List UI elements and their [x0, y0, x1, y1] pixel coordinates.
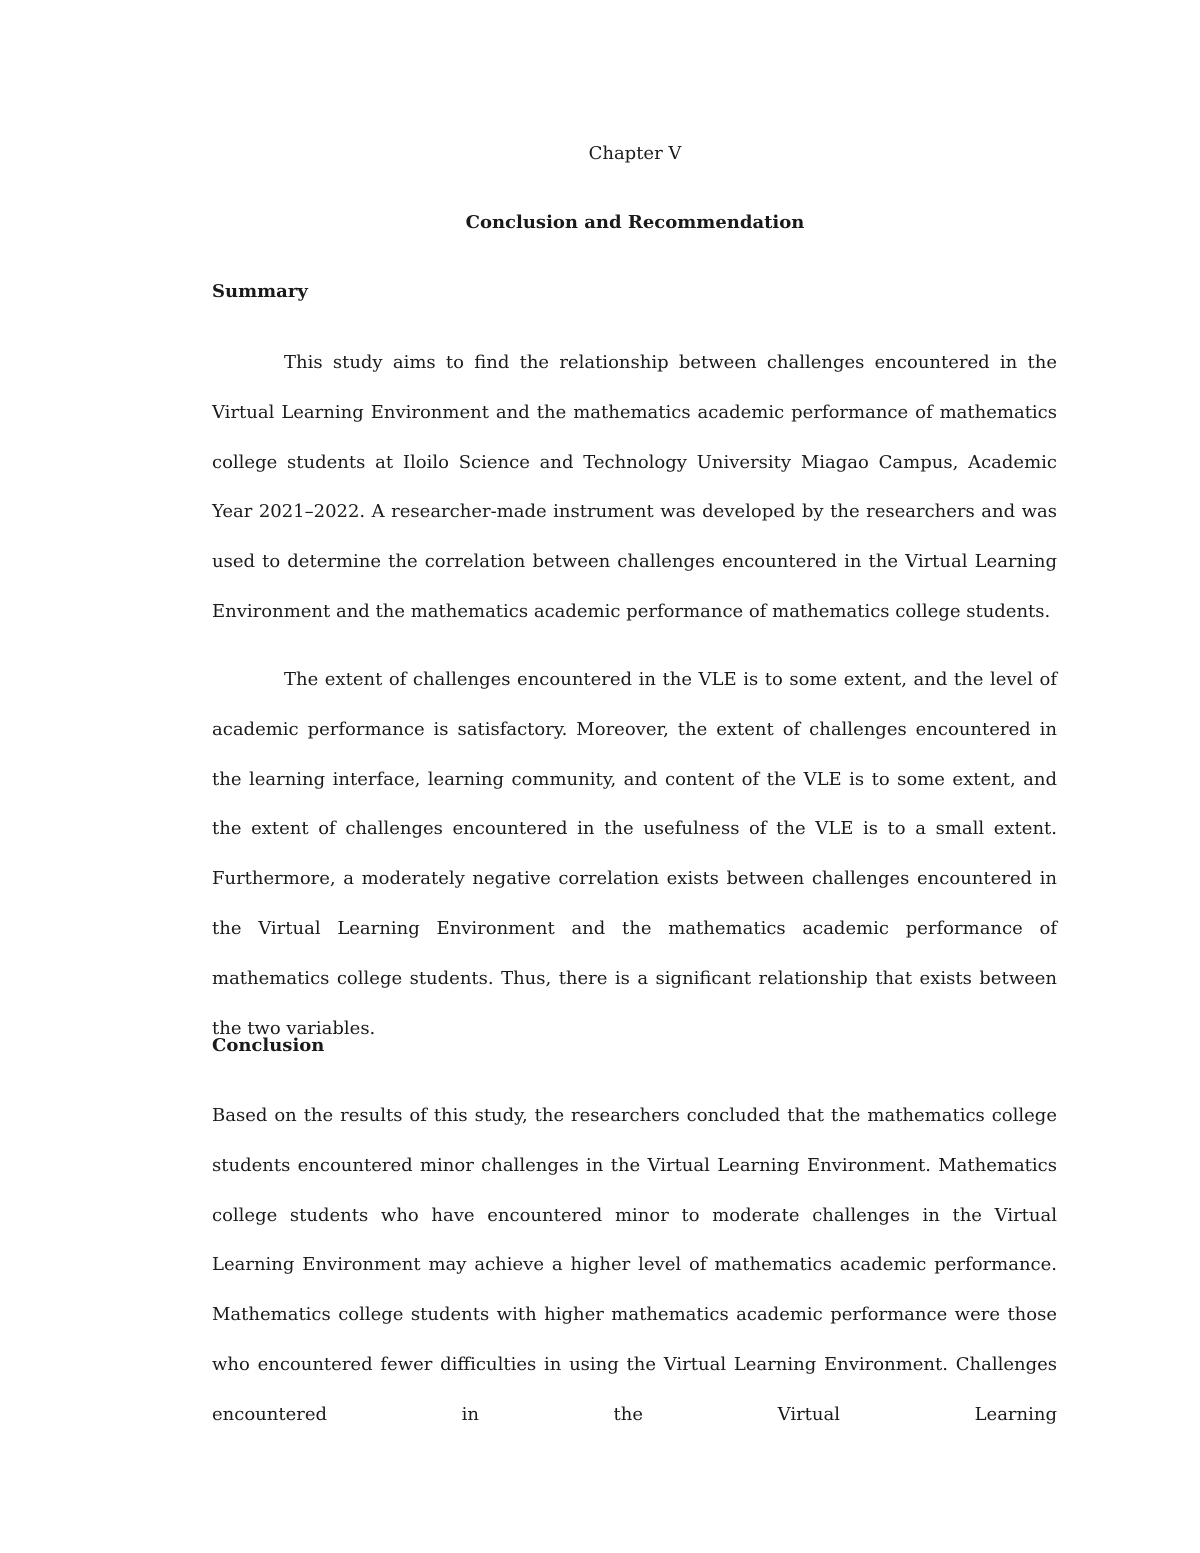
summary-paragraph-1: This study aims to find the relationship between challenges encountered in the Virtual Learning Environment and the mathematics academic performance of mathematics college students at Iloilo Science and Technology University Miagao Campus, Academic Year 2021–2022. A researcher-made instrument was developed by the researchers and was used to determine the correlation between challenges encountered in the Virtual Learning Environment and the mathematics academic performance of mathematics college students. [212, 352, 1057, 622]
summary-paragraph-1-block [212, 338, 1057, 637]
chapter-title: Conclusion and Recommendation [465, 212, 805, 233]
summary-heading: Summary [212, 281, 308, 302]
conclusion-paragraph-1: Based on the results of this study, the researchers concluded that the mathematics college students encountered minor challenges in the Virtual Learning Environment. Mathematics college students who have encountered minor to moderate challenges in the Virtual Learning Environment may achieve a higher level of mathematics academic performance. Mathematics college students with higher mathematics academic performance were those who encountered fewer difficulties in using the Virtual Learning Environment. Challenges encountered in the Virtual Learning [212, 1105, 1057, 1425]
conclusion-heading: Conclusion [212, 1035, 325, 1056]
summary-paragraph-2-block [212, 655, 1057, 1053]
summary-paragraph-2: The extent of challenges encountered in the VLE is to some extent, and the level of academic performance is satisfactory. Moreover, the extent of challenges encountered in the learning interface, learning community, and content of the VLE is to some extent, and the extent of challenges encountered in the usefulness of the VLE is to a small extent. Furthermore, a moderately negative correlation exists between challenges encountered in the Virtual Learning Environment and the mathematics academic performance of mathematics college students. Thus, there is a significant relationship that exists between the two variables. [212, 669, 1057, 1039]
conclusion-paragraph-1-block [212, 1091, 1057, 1440]
chapter-label: Chapter V [588, 143, 682, 164]
